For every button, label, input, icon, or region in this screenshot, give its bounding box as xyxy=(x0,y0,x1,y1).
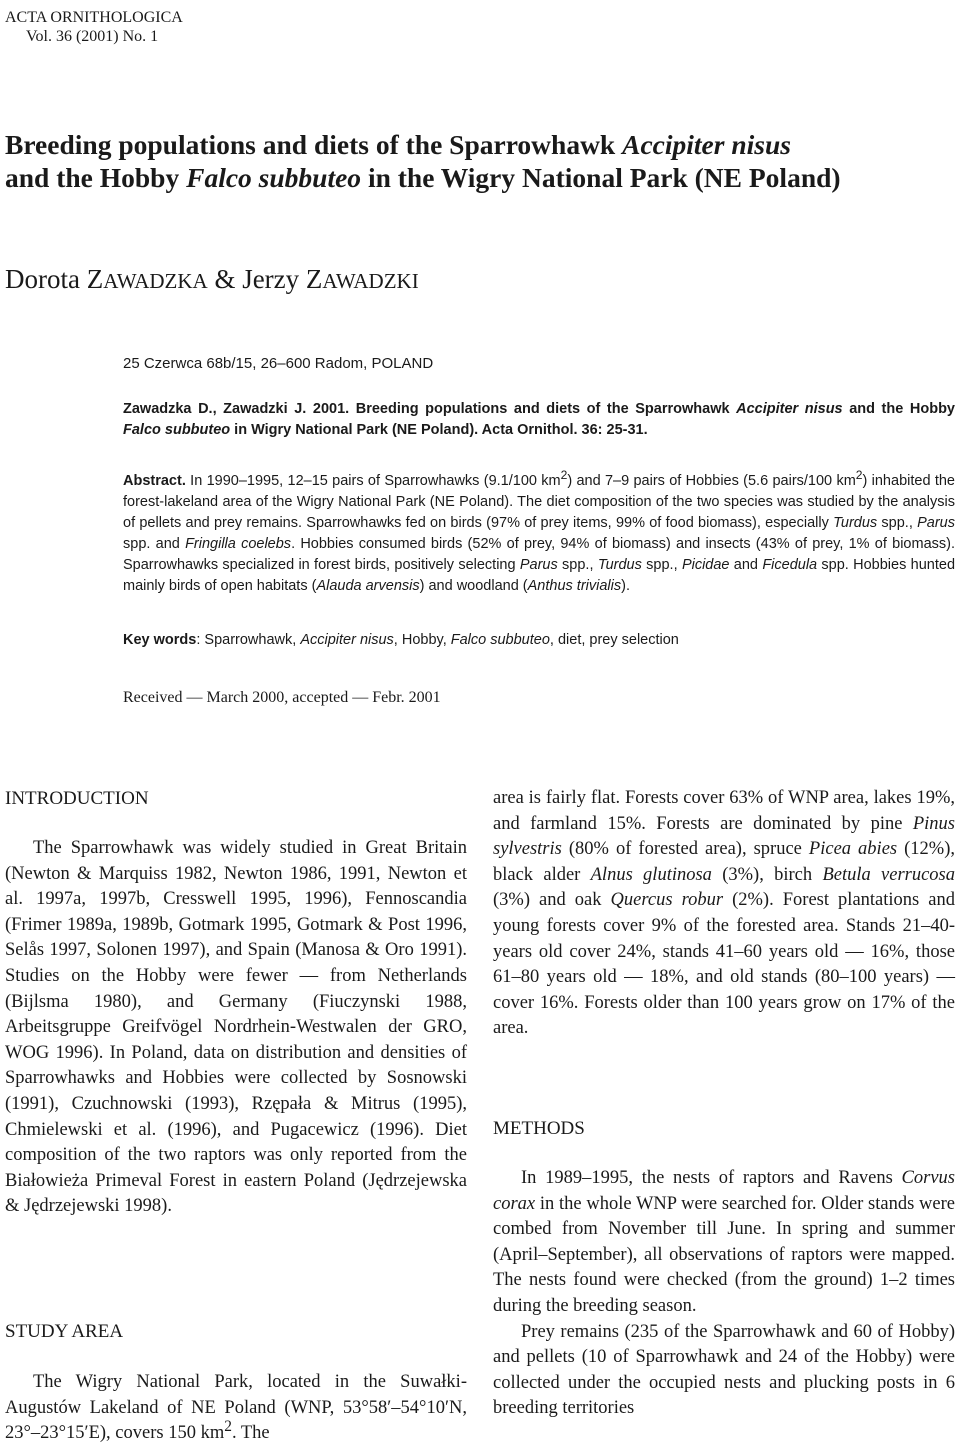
species-name: Alauda arvensis xyxy=(316,577,420,594)
paragraph-text: (80% of forested area), spruce xyxy=(561,839,809,860)
journal-header xyxy=(5,8,183,46)
paragraph: Prey remains (235 of the Sparrowhawk and 60 of Hobby) and pellets (10 of Sparrowhawk and 24 of the Hobby) were collected under the occupied nests and plucking posts in 6 breeding territories xyxy=(493,1321,955,1419)
article-title xyxy=(5,128,955,194)
keywords-text: , diet, prey selection xyxy=(549,632,679,648)
introduction-body xyxy=(5,836,467,1220)
author-second: & Jerzy Z xyxy=(207,264,323,294)
species-name: Corvus corax xyxy=(493,1168,955,1214)
paragraph xyxy=(5,1370,467,1447)
title-text: in the Wigry National Park (NE Poland) xyxy=(361,162,841,193)
abstract-text: and xyxy=(729,556,763,573)
paragraph-text: area is fairly flat. Forests cover 63% of WNP area, lakes 19%, and farmland 15%. Forests are dominated by pine xyxy=(493,788,955,834)
species-name: Turdus xyxy=(597,556,642,573)
paragraph-text: (3%), birch xyxy=(711,864,823,885)
methods-heading: METHODS xyxy=(493,1118,585,1139)
abstract-text: spp., xyxy=(877,514,918,531)
title-species: Falco subbuteo xyxy=(186,162,362,193)
paragraph-text: (12%), black alder xyxy=(493,839,955,885)
authors xyxy=(5,263,419,297)
paragraph xyxy=(493,1166,955,1320)
paragraph xyxy=(493,786,955,1042)
species-name: Quercus robur xyxy=(610,890,724,911)
species-name: Parus xyxy=(519,556,558,573)
species-name: Falco subbuteo xyxy=(450,632,550,648)
abstract-text: . Hobbies consumed birds (52% of prey, 94% of biomass) and insects (43% of prey, 1% of biomass). Sparrowhawks specialized in forest birds, positively selecting xyxy=(123,535,955,573)
journal-name: ACTA ORNITHOLOGICA xyxy=(5,9,183,26)
title-text: Breeding populations and diets of the Sparrowhawk xyxy=(5,129,623,160)
study-area-continued xyxy=(493,786,955,1042)
title-line-2 xyxy=(5,161,955,194)
abstract-text: spp., xyxy=(641,556,682,573)
abstract-text: ). xyxy=(621,577,630,594)
species-name: Picea abies xyxy=(808,839,898,860)
keywords-label: Key words xyxy=(123,632,197,648)
abstract-text: spp. and xyxy=(123,535,186,552)
paragraph-text: (3%) and oak xyxy=(493,890,611,911)
paragraph-text: in the whole WNP were searched for. Older stands were combed from November till June. In spring and summer (April–September), all observations of raptors were mapped. The nests found were checked (from the ground) 1–2 times during the breeding season. xyxy=(493,1193,955,1316)
species-name: Accipiter nisus xyxy=(300,632,394,648)
introduction-heading: INTRODUCTION xyxy=(5,788,149,809)
abstract-label: Abstract. xyxy=(123,472,186,489)
species-name: Alnus glutinosa xyxy=(590,864,712,885)
received-dates: Received — March 2000, accepted — Febr. 2001 xyxy=(123,689,441,706)
affiliation: 25 Czerwca 68b/15, 26–600 Radom, POLAND xyxy=(123,355,434,372)
methods-body xyxy=(493,1166,955,1422)
author-first: Dorota Z xyxy=(5,264,104,294)
author-last: AWADZKA xyxy=(103,269,208,293)
species-name: Ficedula xyxy=(762,556,818,573)
citation-text: in Wigry National Park (NE Poland). Acta Ornithol. 36: 25-31. xyxy=(230,422,648,438)
citation xyxy=(123,399,955,441)
citation-species: Accipiter nisus xyxy=(736,401,843,417)
abstract-text: ) and woodland ( xyxy=(419,577,528,594)
species-name: Pinus sylvestris xyxy=(493,813,955,860)
study-area-body xyxy=(5,1370,467,1447)
paragraph-text: (2%). Forest plantations and young forests cover 9% of the forested area. Stands 21–40-years old cover 24%, stands 41–60 years old — 16%, those 61–80 years old — 18%, and old stands (80–100 years) — cover 16%. Forests older than 100 years grow on 17% of the area. xyxy=(493,890,955,1039)
citation-text: Zawadzka D., Zawadzki J. 2001. Breeding populations and diets of the Sparrowhawk xyxy=(123,401,737,417)
journal-volume: Vol. 36 (2001) No. 1 xyxy=(26,28,159,45)
species-name: Picidae xyxy=(681,556,730,573)
abstract-text: ) and 7–9 pairs of Hobbies (5.6 pairs/100 km xyxy=(567,472,856,489)
paragraph-text: The Wigry National Park, located in the Suwałki-Augustów Lakeland of NE Poland (WNP, 53°58′–54°10′N, 23°–23°15′E), covers 150 km xyxy=(5,1372,467,1444)
species-name: Anthus trivialis xyxy=(527,577,622,594)
species-name: Parus xyxy=(917,514,955,531)
species-name: Fringilla coelebs xyxy=(185,535,292,552)
citation-species: Falco subbuteo xyxy=(123,422,231,438)
title-line-1 xyxy=(5,128,955,161)
keywords xyxy=(123,630,955,651)
abstract-text: spp., xyxy=(557,556,598,573)
superscript: 2 xyxy=(224,1418,232,1436)
paragraph: The Sparrowhawk was widely studied in Great Britain (Newton & Marquiss 1982, Newton 1986, 1991, Newton et al. 1997a, 1997b, Cresswell 1995, 1996), Fennoscandia (Frimer 1989a, 1989b, Gotmark 1995, Gotmark & Post 1996, Selås 1997, Solonen 1997), and Spain (Manosa & Oro 1991). Studies on the Hobby were fewer — from Netherlands (Bijlsma 1980), and Germany (Fiuczynski 1988, Arbeitsgruppe Greifvögel Nordrhein-Westwalen der GRO, WOG 1996). In Poland, data on distribution and densities of Sparrowhawks and Hobbies were collected by Sosnowski (1991), Czuchnowski (1993), Rzępała & Mitrus (1995), Chmielewski et al. (1996), and Pugacewicz (1996). Diet composition of the two raptors was only reported from the Białowieża Primeval Forest in eastern Poland (Jędrzejewska & Jędrzejewski 1998). xyxy=(5,838,467,1217)
species-name: Betula verrucosa xyxy=(822,864,956,885)
author-last: AWADZKI xyxy=(322,269,419,293)
paragraph-text: In 1989–1995, the nests of raptors and Ravens xyxy=(521,1168,902,1188)
superscript: 2 xyxy=(560,468,568,482)
abstract-text: In 1990–1995, 12–15 pairs of Sparrowhawks (9.1/100 km xyxy=(185,472,561,489)
abstract-text: ) inhabited the forest-lakeland area of the Wigry National Park (NE Poland). The diet composition of the two species was studied by the analysis of pellets and prey remains. Sparrowhawks fed on birds (97% of prey items, 99% of food biomass), especially xyxy=(123,472,955,531)
title-species: Accipiter nisus xyxy=(622,129,791,160)
abstract-text: spp. Hobbies hunted mainly birds of open habitats ( xyxy=(123,556,956,594)
paragraph-text: . The xyxy=(231,1423,270,1444)
keywords-text: , Hobby, xyxy=(393,632,451,648)
keywords-text: : Sparrowhawk, xyxy=(196,632,301,648)
citation-text: and the Hobby xyxy=(842,401,955,417)
species-name: Turdus xyxy=(833,514,878,531)
study-area-heading: STUDY AREA xyxy=(5,1321,124,1342)
abstract xyxy=(123,465,955,597)
title-text: and the Hobby xyxy=(5,162,187,193)
superscript: 2 xyxy=(855,468,863,482)
